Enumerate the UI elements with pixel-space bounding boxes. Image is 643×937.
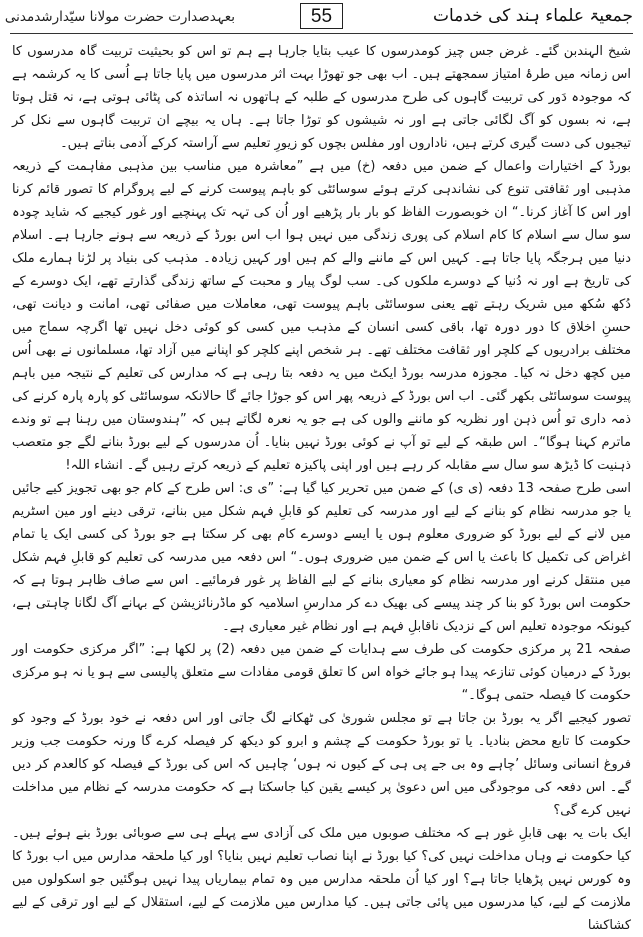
paragraph: اسی طرح صفحہ 13 دفعہ (ی ی) کے ضمن میں تحریر کیا گیا ہے: ”ی ی: اس طرح کے کام جو بھی تجویز کیے جائیں یا جو مدرسہ نظام کو بنانے کے لیے اور مدرسہ کی تعلیم کو قابلِ فہم شکل میں بنانے، ترقی دینے اور مین اسٹریم میں لانے کے لیے بورڈ کو ضروری معلوم ہوں یا ایسے دوسرے کام بھی کر سکتا ہے جو بورڈ کی کسی ایک یا تمام اغراض کی تکمیل کا باعث یا اس کے ضمن میں ضروری ہوں۔“ اس دفعہ میں مدرسہ کی تعلیم کو قابلِ فہم شکل میں منتقل کرنے اور مدرسہ نظام کو معیاری بنانے کے لیے الفاظ پر غور فرمائیے۔ اس سے صاف ظاہر ہوتا ہے کہ حکومت اس بورڈ کو بنا کر چند پیسے کی بھیک دے کر مدارسِ اسلامیہ کو ماڈرنائزیشن کے بہانے آگ لگانا چاہتی ہے، کیونکہ موجودہ تعلیم اس کے نزدیک ناقابلِ فہم ہے اور نظام غیر معیاری ہے۔ — [12, 481, 631, 634]
paragraph: ایک بات یہ بھی قابلِ غور ہے کہ مختلف صوبوں میں ملک کی آزادی سے پہلے ہی سے صوبائی بورڈ بنے ہوئے ہیں۔ کیا حکومت نے وہاں مداخلت نہیں کی؟ کیا بورڈ نے اپنا نصاب تعلیم نہیں بنایا؟ اور کیا ملحقہ مدارس میں اب بورڈ کا وہ کورس نہیں پڑھایا جاتا ہے؟ اور کیا اُن ملحقہ مدارس میں وہ تمام بیماریاں پیدا نہیں ہوگئیں جو اسکولوں میں ملازمت کے لیے، کیا مدرسوں میں پائی جاتی ہیں۔ کیا مدارس میں ملازمت کے لیے، استقلال کے لیے اور ترقی کے لیے کشاکشا — [12, 826, 631, 933]
page-header — [0, 0, 643, 32]
paragraph: شیخ الہندبن گئے۔ غرض جس چیز کومدرسوں کا عیب بتایا جارہا ہے ہم تو اس کو بحیثیت تربیت گاہ مدرسوں کا اس زمانہ میں طرۂ امتیاز سمجھتے ہیں۔ اب بھی جو تھوڑا بہت اثر مدرسوں میں پایا جاتا ہے اُسی کا یہ کرشمہ ہے کہ موجودہ دَور کی تربیت گاہوں کی طرح مدرسوں کے طلبہ کے ہاتھوں نہ اساتذہ کی پٹائی ہوتی ہے، نہ قتل ہوتا ہے، نہ بسوں کو آگ لگائی جاتی ہے اور نہ شیشوں کو توڑا جاتا ہے۔ ہاں یہ بیچے ان تربیت گاہوں سے نکل کر تیجیوں کی دست گیری کرتے ہیں، ناداروں اور مفلس بچوں کو زیورِ تعلیم سے آراستہ کرکے آدمی بناتے ہیں۔ — [12, 44, 631, 151]
page-number: 55 — [300, 3, 343, 29]
paragraph: تصور کیجیے اگر یہ بورڈ بن جاتا ہے تو مجلس شوریٰ کی ٹھکانے لگ جاتی اور اس دفعہ نے خود بورڈ کے وجود کو حکومت کا تابع محض بنادیا۔ یا تو بورڈ حکومت کے چشم و ابرو کو دیکھ کر فیصلہ کرے گا ورنہ حکومت جب وزیر فروغ انسانی وسائل ’چاہے وہ بی جے پی ہی کے کیوں نہ ہوں‘ چاہیں کہ اس کی بورڈ کے فیصلہ کو کالعدم کر دیں گے۔ اس دفعہ کی موجودگی میں اس دعویٰ پر کیسے یقین کیا جاسکتا ہے کہ حکومت مدرسہ کے نظام میں مداخلت نہیں کرے گی؟ — [12, 711, 631, 818]
header-rule — [10, 33, 633, 34]
header-book-title: جمعیۃ علماء ہند کی خدمات — [432, 6, 633, 26]
body-text — [12, 40, 631, 933]
paragraph: صفحہ 21 پر مرکزی حکومت کی طرف سے ہدایات کے ضمن میں دفعہ (2) پر لکھا ہے: ”اگر مرکزی حکومت اور بورڈ کے درمیان کوئی تنازعہ پیدا ہو جائے خواہ اس کا تعلق قومی مفادات سے متعلق پالیسی سے ہو یا نہ ہو مرکزی حکومت کا فیصلہ حتمی ہوگا۔“ — [12, 642, 631, 703]
paragraph: بورڈ کے اختیارات واعمال کے ضمن میں دفعہ (خ) میں ہے ”معاشرہ میں مناسب بین مذہبی مفاہمت کے ذریعہ مذہبی اور ثقافتی تنوع کی نشاندہی کرتے ہوئے سوسائٹی کو باہم پیوست کرنے کے لیے پروگرام کا تصور قائم کرنا اور اس کا آغاز کرنا۔“ ان خوبصورت الفاظ کو بار بار پڑھیے اور اُن کی تہہ تک پہنچیے اور غور کیجیے کہ شاید چودہ سو سال سے اسلام کا کام اسلام کی پوری زندگی میں نہیں ہوا اب اس بورڈ کے ذریعہ سے ہونے جارہا ہے۔ اسلام دنیا میں ہرجگہ پایا جاتا ہے۔ کہیں اس کے ماننے والے کم ہیں اور کہیں زیادہ۔ مذہب کی بنیاد پر لڑنا ہمارے ملک کی تاریخ ہے اور نہ دُنیا کے دوسرے ملکوں کی۔ سب لوگ پیار و محبت کے ساتھ زندگی گذارتے تھے، ایک دوسرے کے دُکھ سُکھ میں شریک رہتے تھے یعنی سوسائٹی باہم پیوست تھی، معاملات میں صفائی تھی، امانت و دیانت تھی، حسنِ اخلاق کا دور دورہ تھا، باقی کسی انسان کے مذہب میں کسی کو کوئی دخل نہیں تھا اگرچہ سماج میں مختلف برادریوں کے کلچر اور ثقافت مختلف تھے۔ ہر شخص اپنے کلچر کو اپنانے میں آزاد تھا، مسلمانوں نے بھی اُس میں کچھ دخل نہ کیا۔ مجوزہ مدرسہ بورڈ ایکٹ میں یہ دفعہ بتا رہی ہے کہ مدارس کی تعلیم کے نتیجہ میں باہم پیوست سوسائٹی بکھر گئی۔ اب اس بورڈ کے ذریعہ پھر اس کو جوڑا جائے گا حالانکہ سوسائٹی کو پارہ پارہ کرنے کی ذمہ داری تو اُس ذہن اور نظریہ کو ماننے والوں کی ہے جو یہ نعرہ لگاتے ہیں کہ ”ہندوستان میں رہنا ہے تو وندے ماترم کہنا ہوگا“۔ اس طبقہ کے لیے تو آپ نے کوئی بورڈ نہیں بنایا۔ اُن مدرسوں کے لیے بورڈ بنانے لگے جو متعصب ذہنیت کا ڈیڑھ سو سال سے مقابلہ کر رہے ہیں اور اپنی پاکیزہ تعلیم کے ذریعہ کرتے رہیں گے۔ انشاء اللہ! — [12, 159, 631, 473]
header-presidency-text: بعہدصدارت حضرت مولانا سیّدارشدمدنی — [4, 9, 235, 25]
